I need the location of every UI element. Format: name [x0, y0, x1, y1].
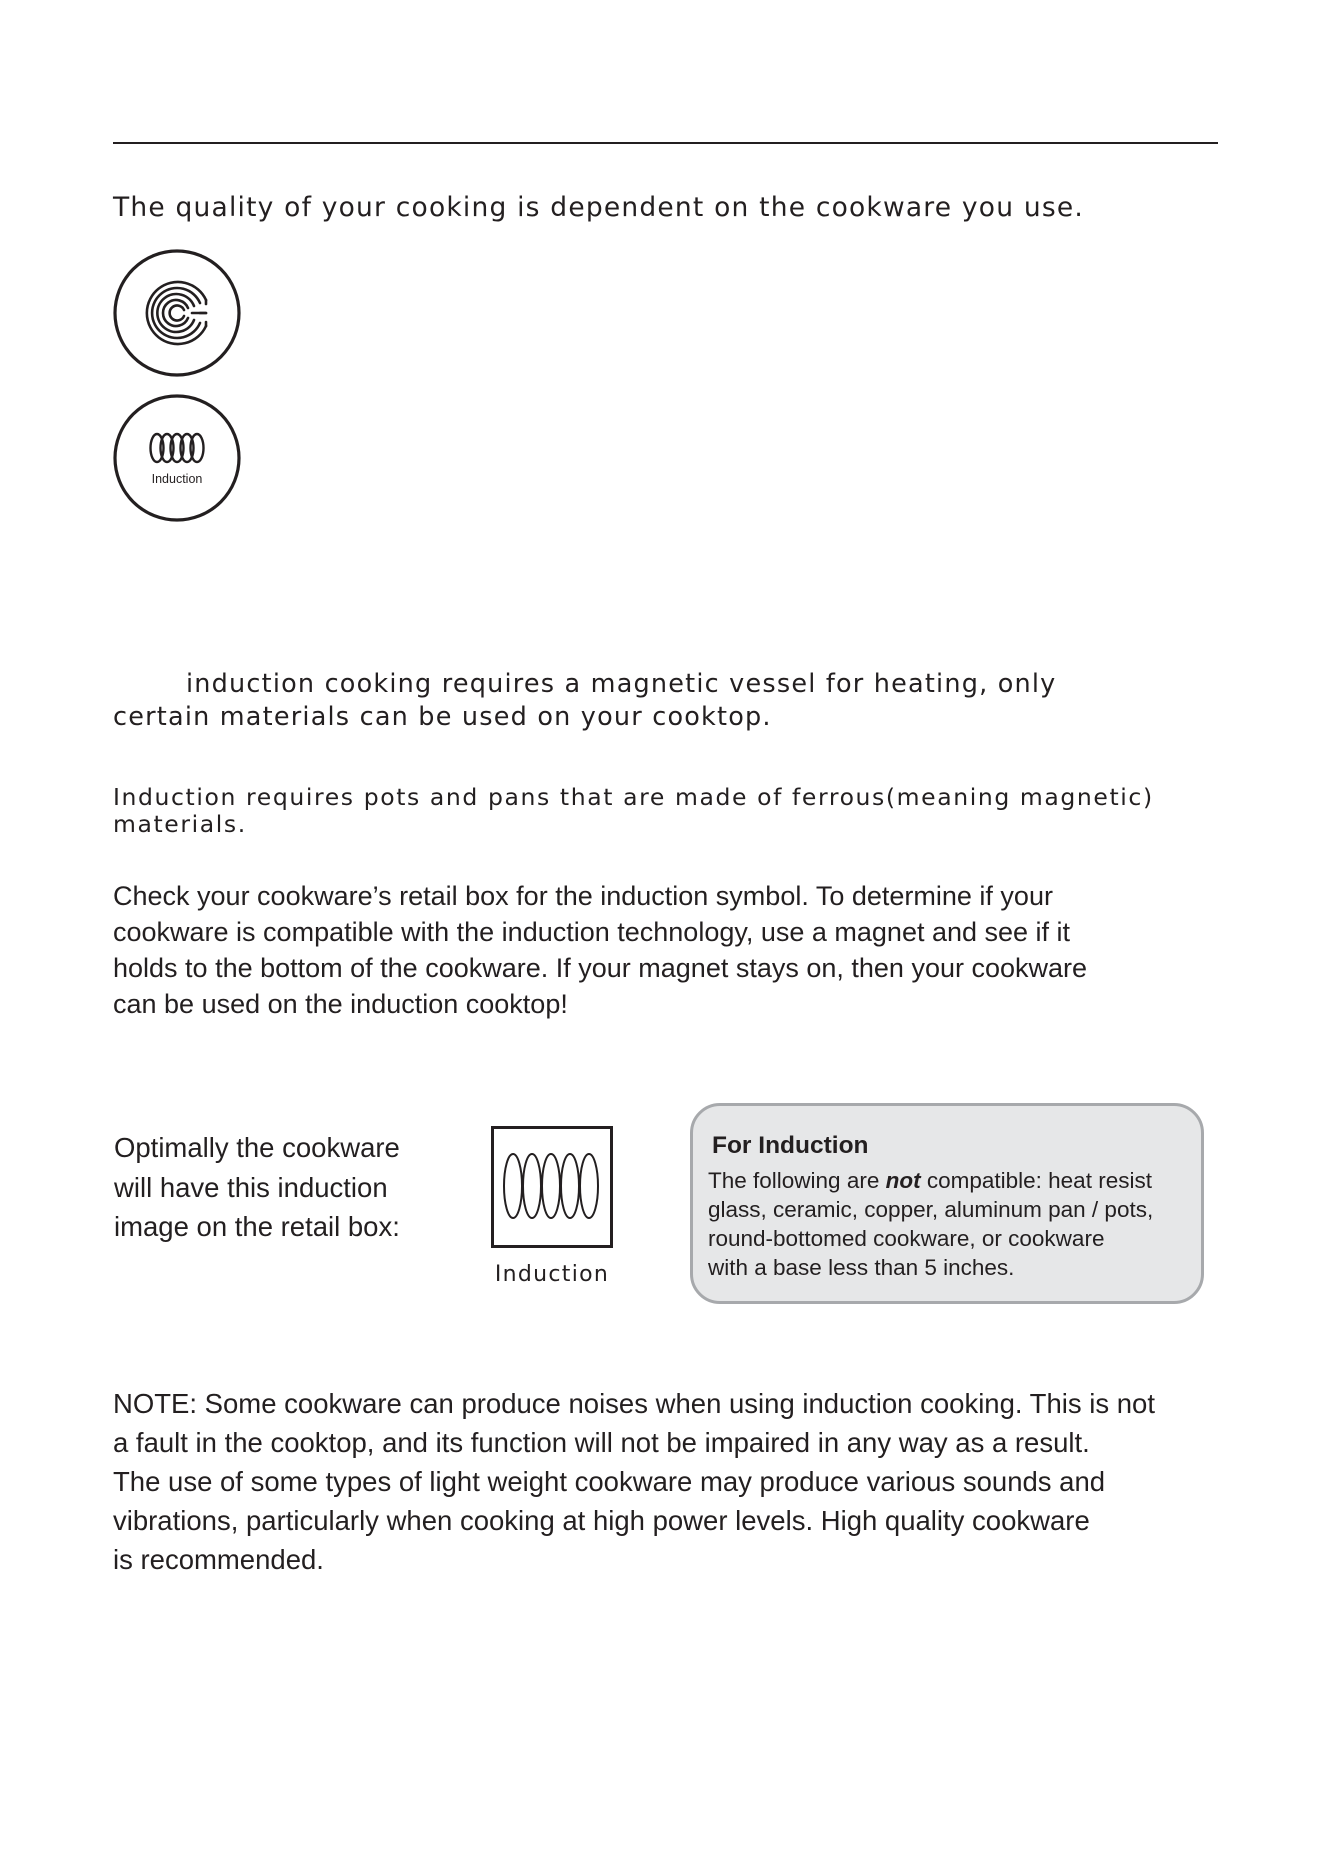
induction-symbol — [491, 1126, 613, 1248]
note-line-2: a fault in the cooktop, and its function will not be impaired in any way as a result. — [113, 1427, 1090, 1458]
optimal-line-3: image on the retail box: — [114, 1211, 400, 1242]
notice-line-4: with a base less than 5 inches. — [708, 1255, 1015, 1280]
notice-line-3: round-bottomed cookware, or cookware — [708, 1226, 1105, 1251]
note-line-1: NOTE: Some cookware can produce noises when using induction cooking. This is not — [113, 1388, 1155, 1419]
magnetic-line-1: induction cooking requires a magnetic vessel for heating, only — [186, 669, 1057, 699]
intro-text: The quality of your cooking is dependent on the cookware you use. — [113, 192, 1084, 223]
induction-badge-label: Induction — [151, 472, 203, 486]
check-line-3: holds to the bottom of the cookware. If your magnet stays on, then your cookware — [113, 953, 1088, 983]
check-paragraph — [113, 878, 1087, 1022]
note-line-4: vibrations, particularly when cooking at high power levels. High quality cookware — [113, 1505, 1090, 1536]
notice-body-suffix: compatible: heat resist — [920, 1168, 1152, 1193]
ferrous-line-2: materials. — [113, 810, 247, 838]
optimal-line-1: Optimally the cookware — [114, 1132, 400, 1163]
induction-coil-icon — [112, 393, 242, 523]
ferrous-line-1: Induction requires pots and pans that are made of ferrous(meaning magnetic) — [113, 783, 1154, 811]
note-paragraph — [113, 1384, 1155, 1579]
induction-coil-icon — [491, 1126, 613, 1248]
induction-badge — [112, 393, 242, 523]
concentric-coil-icon — [112, 248, 242, 378]
notice-body — [708, 1166, 1201, 1282]
notice-body-emphasis: not — [885, 1168, 921, 1193]
check-line-4: can be used on the induction cooktop! — [113, 989, 568, 1019]
notice-body-prefix: The following are — [708, 1168, 886, 1193]
header-rule — [113, 142, 1218, 144]
check-line-1: Check your cookware’s retail box for the induction symbol. To determine if your — [113, 881, 1053, 911]
for-induction-notice — [690, 1103, 1204, 1304]
ferrous-paragraph — [113, 784, 1154, 838]
optimal-paragraph — [114, 1128, 400, 1247]
optimal-line-2: will have this induction — [114, 1171, 388, 1203]
magnetic-paragraph — [113, 668, 1056, 734]
notice-line-2: glass, ceramic, copper, aluminum pan / pots, — [708, 1197, 1154, 1222]
note-line-5: is recommended. — [113, 1544, 324, 1575]
note-line-3: The use of some types of light weight cookware may produce various sounds and — [113, 1466, 1106, 1497]
check-line-2: cookware is compatible with the induction technology, use a magnet and see if it — [113, 917, 1071, 947]
notice-title: For Induction — [712, 1132, 869, 1159]
magnetic-line-2: certain materials can be used on your cooktop. — [113, 702, 772, 732]
induction-caption: Induction — [494, 1262, 610, 1287]
